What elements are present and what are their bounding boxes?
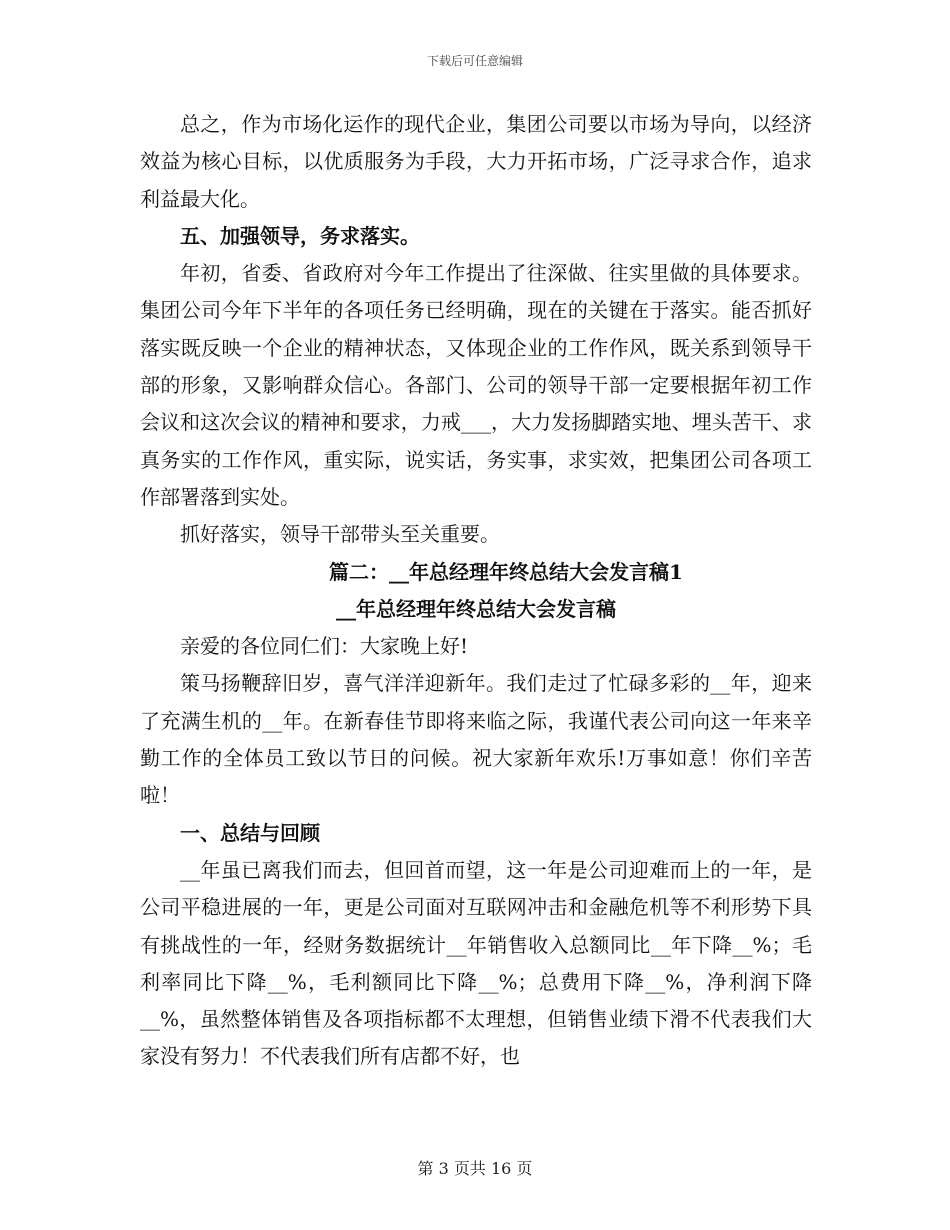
paragraph-conclusion: 总之，作为市场化运作的现代企业，集团公司要以市场为导向，以经济效益为核心目标，以优质服务为手段，大力开拓市场，广泛寻求合作，追求利益最大化。 <box>140 112 812 211</box>
page-header: 下载后可任意编辑 <box>426 54 523 68</box>
paragraph-review: __年虽已离我们而去，但回首而望，这一年是公司迎难而上的一年，是公司平稳进展的一年，更是公司面对互联网冲击和金融危机等不利形势下具有挑战性的一年，经财务数据统计__年销售收入总额同比__年下降__%；毛利率同比下降__%，毛利额同比下降__%；总费用下降__%，净利润下降__%，虽然整体销售及各项指标都不太理想，但销售业绩下滑不代表我们大家没有努力！不代表我们所有店都不好，也 <box>140 857 812 1069</box>
greeting: 亲爱的各位同仁们：大家晚上好! <box>180 634 469 659</box>
paragraph-leadership: 抓好落实，领导干部带头至关重要。 <box>180 522 500 547</box>
section-heading-five: 五、加强领导，务求落实。 <box>180 223 420 248</box>
document-body <box>140 106 812 1076</box>
section-heading-review: 一、总结与回顾 <box>180 820 320 845</box>
article-subtitle: __年总经理年终总结大会发言稿 <box>336 596 616 621</box>
page-number: 第 3 页共 16 页 <box>417 1159 533 1178</box>
paragraph-new-year: 策马扬鞭辞旧岁，喜气洋洋迎新年。我们走过了忙碌多彩的__年，迎来了充满生机的__年。在新春佳节即将来临之际，我谨代表公司向这一年来辛勤工作的全体员工致以节日的问候。祝大家新年欢乐!万事如意！你们辛苦啦！ <box>140 671 812 808</box>
article-title: 篇二：__年总经理年终总结大会发言稿1 <box>329 559 683 584</box>
paragraph-implementation: 年初，省委、省政府对今年工作提出了往深做、往实里做的具体要求。集团公司今年下半年的各项任务已经明确，现在的关键在于落实。能否抓好落实既反映一个企业的精神状态，又体现企业的工作作风，既关系到领导干部的形象，又影响群众信心。各部门、公司的领导干部一定要根据年初工作会议和这次会议的精神和要求，力戒___，大力发扬脚踏实地、埋头苦干、求真务实的工作作风，重实际，说实话，务实事，求实效，把集团公司各项工作部署落到实处。 <box>140 261 812 509</box>
